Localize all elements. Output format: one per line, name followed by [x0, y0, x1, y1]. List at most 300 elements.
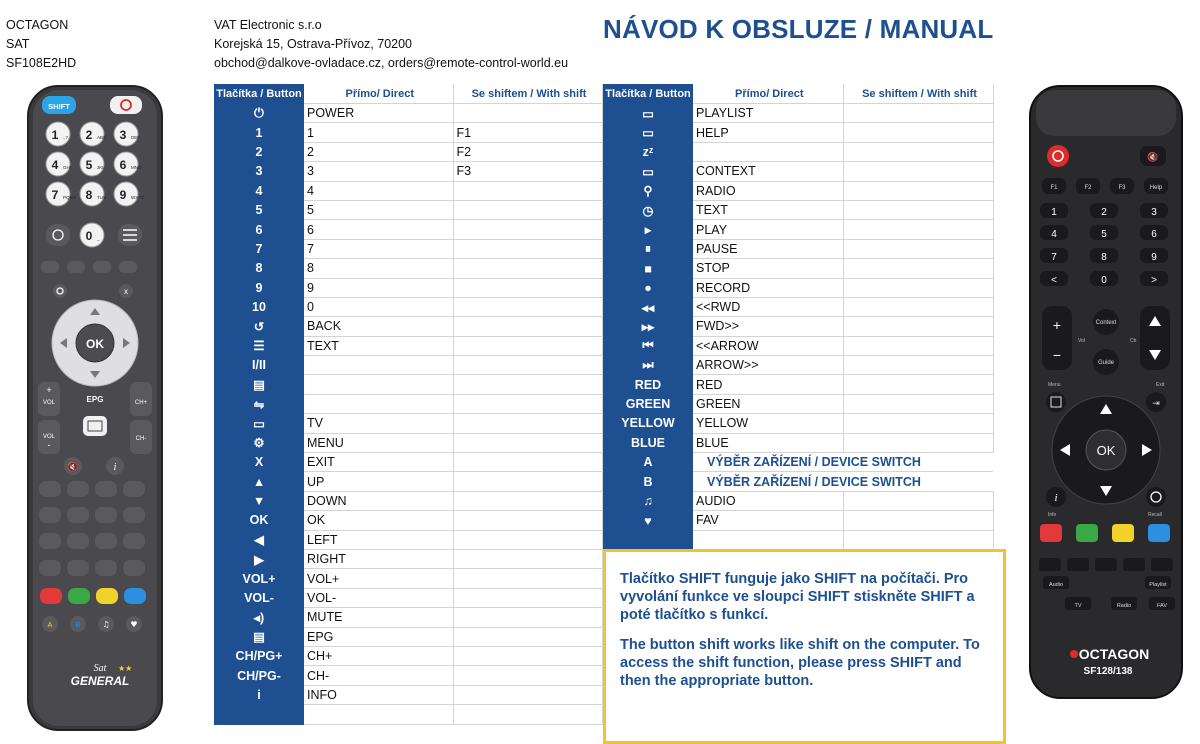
mute-icon: 🔇	[1147, 153, 1159, 163]
recall-button[interactable]	[1146, 487, 1166, 507]
digit-letters: GHI	[63, 165, 72, 170]
button-cell	[214, 394, 304, 413]
direct-cell: 4	[304, 181, 453, 200]
table-row	[214, 278, 602, 297]
svg-text:F3: F3	[1118, 185, 1126, 191]
shift-cell	[843, 530, 993, 549]
mute-button[interactable]	[1140, 146, 1166, 166]
table-row	[214, 491, 602, 510]
svg-text:Playlist: Playlist	[1149, 582, 1167, 588]
media-button[interactable]	[123, 560, 145, 576]
button-cell: I/II	[214, 356, 304, 375]
shift-cell	[453, 705, 602, 724]
button-cell	[603, 142, 693, 161]
media-button[interactable]	[95, 560, 117, 576]
shift-cell	[843, 317, 993, 336]
svg-text:0: 0	[1101, 275, 1107, 286]
button-cell: 1	[214, 123, 304, 142]
shift-cell	[453, 297, 602, 316]
button-cell: 10	[214, 297, 304, 316]
media-button[interactable]	[39, 507, 61, 523]
exit-button[interactable]	[1146, 392, 1166, 412]
table-row	[603, 414, 993, 433]
direct-cell: 6	[304, 220, 453, 239]
button-cell	[603, 511, 693, 530]
shift-cell	[453, 259, 602, 278]
audio-button[interactable]	[98, 616, 114, 632]
color-button[interactable]	[68, 588, 90, 604]
direct-cell: TV	[304, 414, 453, 433]
digit-button[interactable]	[1140, 203, 1168, 218]
clock-icon: ◷	[642, 203, 654, 218]
button-cell: 4	[214, 181, 304, 200]
button-cell: 3	[214, 162, 304, 181]
epg-icon: ▤	[253, 630, 265, 645]
shift-cell	[453, 394, 602, 413]
shift-cell	[843, 200, 993, 219]
direct-cell: VOL+	[304, 569, 453, 588]
svg-text:Radio: Radio	[1116, 603, 1132, 609]
vol-minus-button[interactable]	[38, 420, 60, 454]
direct-cell	[304, 375, 453, 394]
music-icon: ♫	[643, 494, 653, 509]
shift-note-box	[603, 549, 1006, 744]
direct-cell: FWD>>	[693, 317, 843, 336]
svg-text:GENERAL: GENERAL	[70, 674, 130, 688]
table-row	[214, 356, 602, 375]
direct-cell	[693, 142, 843, 161]
epg-guide-button[interactable]	[83, 416, 107, 436]
media-button[interactable]	[123, 481, 145, 497]
shift-cell	[453, 278, 602, 297]
svg-text:4: 4	[1051, 229, 1057, 240]
media-button[interactable]	[123, 507, 145, 523]
digit-button[interactable]	[1090, 248, 1118, 263]
ab-button[interactable]	[42, 616, 58, 632]
menu-lines-icon: ☰	[253, 339, 265, 354]
table-row	[214, 181, 602, 200]
digit-button[interactable]	[1140, 248, 1168, 263]
svg-text:−: −	[1052, 347, 1062, 363]
svg-text:Ch: Ch	[1130, 338, 1137, 344]
svg-text:TV: TV	[1074, 603, 1082, 609]
media-button[interactable]	[1067, 558, 1089, 571]
button-cell	[214, 549, 304, 568]
shift-cell	[843, 181, 993, 200]
button-cell: CH/PG-	[214, 666, 304, 685]
shift-cell	[453, 453, 602, 472]
svg-text:Audio: Audio	[1048, 582, 1064, 588]
table-row	[214, 530, 602, 549]
fkey-button[interactable]	[1042, 178, 1066, 194]
direct-cell: BACK	[304, 317, 453, 336]
button-cell	[603, 317, 693, 336]
direct-cell: UP	[304, 472, 453, 491]
svg-text:A: A	[47, 622, 53, 629]
pause-icon: ⏸	[644, 241, 652, 256]
close-icon: x	[124, 287, 128, 296]
menu-label: Menu	[1048, 382, 1061, 388]
button-cell: 9	[214, 278, 304, 297]
media-button[interactable]	[67, 507, 89, 523]
media-button[interactable]	[95, 533, 117, 549]
table-row	[603, 317, 993, 336]
direct-cell: 9	[304, 278, 453, 297]
table-row	[603, 394, 993, 413]
table-row	[603, 259, 993, 278]
media-button[interactable]	[1095, 558, 1117, 571]
button-cell: YELLOW	[603, 414, 693, 433]
info-button[interactable]	[1046, 487, 1066, 507]
digit-button[interactable]	[1040, 248, 1068, 263]
shift-cell	[843, 375, 993, 394]
bottom-button[interactable]	[1149, 597, 1175, 610]
digit-label: 8	[85, 188, 93, 202]
direct-cell: HELP	[693, 123, 843, 142]
direct-cell: PAUSE	[693, 239, 843, 258]
media-button[interactable]	[67, 533, 89, 549]
media-button[interactable]	[95, 481, 117, 497]
button-cell: A	[603, 453, 693, 472]
shift-cell	[843, 278, 993, 297]
media-button[interactable]	[39, 481, 61, 497]
digit-button[interactable]	[1040, 225, 1068, 240]
button-cell	[603, 356, 693, 375]
fkey-button[interactable]	[1144, 178, 1168, 194]
table-row	[214, 317, 602, 336]
table-row	[214, 394, 602, 413]
media-button[interactable]	[39, 533, 61, 549]
digit-label: 0	[85, 229, 93, 243]
vol-plus-button[interactable]	[38, 382, 60, 416]
table-row	[603, 356, 993, 375]
table-header-row	[603, 84, 993, 104]
media-button[interactable]	[123, 533, 145, 549]
prev-icon: ⏮	[642, 338, 654, 353]
shift-cell	[453, 472, 602, 491]
shift-cell	[453, 549, 602, 568]
direct-cell	[304, 705, 453, 724]
shift-cell: F3	[453, 162, 602, 181]
shift-button[interactable]	[42, 96, 76, 114]
right-icon: ▶	[254, 552, 264, 567]
header-shift: Se shiftem / With shift	[843, 84, 993, 104]
menu-gear-button[interactable]	[53, 284, 67, 298]
shift-cell	[453, 239, 602, 258]
button-cell: RED	[603, 375, 693, 394]
table-row	[214, 472, 602, 491]
direct-cell: <<ARROW	[693, 336, 843, 355]
table-row	[603, 181, 993, 200]
exit-label: Exit	[1156, 382, 1165, 388]
ok-button[interactable]	[1086, 430, 1126, 470]
media-button[interactable]	[1151, 558, 1173, 571]
menu-button[interactable]	[1046, 392, 1066, 412]
shift-cell	[453, 588, 602, 607]
digit-button[interactable]	[1140, 225, 1168, 240]
color-button[interactable]	[1076, 524, 1098, 542]
function-button[interactable]	[93, 261, 111, 273]
color-button[interactable]	[96, 588, 118, 604]
button-cell: X	[214, 453, 304, 472]
digit-label: 2	[85, 128, 93, 142]
table-row	[603, 142, 993, 161]
epg-label: EPG	[86, 395, 104, 404]
digit-button[interactable]	[1090, 271, 1118, 286]
svg-text:Guide: Guide	[1097, 360, 1115, 366]
header-direct: Přímo/ Direct	[693, 84, 843, 104]
direct-cell: 7	[304, 239, 453, 258]
brand-name: OCTAGON	[6, 18, 69, 32]
ab-button[interactable]	[70, 616, 86, 632]
table-row	[214, 608, 602, 627]
digit-button[interactable]	[46, 122, 70, 146]
table-row	[603, 220, 993, 239]
button-cell: VOL+	[214, 569, 304, 588]
shift-cell	[453, 104, 602, 123]
direct-cell: 8	[304, 259, 453, 278]
svg-text:★★: ★★	[118, 664, 133, 673]
sleep-icon: zᶻ	[642, 145, 654, 160]
digit-button[interactable]	[1090, 225, 1118, 240]
note-czech: Tlačítko SHIFT funguje jako SHIFT na počítači. Pro vyvolání funkce ve sloupci SHIFT stiskněte SHIFT a poté tlačítko s funkcí.	[620, 571, 975, 623]
digit-letters: TUV	[97, 195, 106, 200]
button-cell: BLUE	[603, 433, 693, 452]
table-row	[214, 433, 602, 452]
digit-button[interactable]	[80, 223, 104, 247]
ok-button[interactable]	[76, 324, 114, 362]
vol-label: VOL	[42, 400, 56, 406]
svg-text:F1: F1	[1050, 185, 1058, 191]
ok-label: OK	[86, 337, 104, 351]
direct-cell: BLUE	[693, 433, 843, 452]
header-button: Tlačítka / Button	[214, 84, 304, 104]
button-cell: CH/PG+	[214, 646, 304, 665]
exit-icon: ⇥	[1152, 399, 1160, 409]
company-name: VAT Electronic s.r.o	[214, 18, 322, 32]
svg-text:5: 5	[1101, 229, 1107, 240]
context-icon: ▭	[642, 164, 654, 179]
direct-cell: YELLOW	[693, 414, 843, 433]
record-icon: ●	[644, 281, 652, 296]
table-row	[214, 646, 602, 665]
direct-cell: 2	[304, 142, 453, 161]
table-row	[214, 142, 602, 161]
table-row	[214, 375, 602, 394]
button-cell: 5	[214, 200, 304, 219]
note-english: The button shift works like shift on the computer. To access the shift function, please press SHIFT and then the appropriate button.	[620, 637, 980, 689]
digit-button[interactable]	[1090, 203, 1118, 218]
shift-cell	[453, 375, 602, 394]
svg-text:Info: Info	[1048, 512, 1057, 518]
direct-cell: CH-	[304, 666, 453, 685]
button-cell: 8	[214, 259, 304, 278]
table-row	[214, 627, 602, 646]
button-cell	[214, 104, 304, 123]
svg-text:FAV: FAV	[1157, 603, 1167, 609]
power-button[interactable]	[110, 96, 142, 114]
table-row	[214, 239, 602, 258]
bottom-button[interactable]	[1145, 576, 1171, 589]
shift-cell	[453, 666, 602, 685]
svg-text:OCTAGON: OCTAGON	[1078, 646, 1150, 662]
bottom-button[interactable]	[1111, 597, 1137, 610]
remote-right-sf128	[1028, 84, 1184, 700]
context-button[interactable]	[1093, 309, 1119, 335]
header-company	[214, 16, 568, 73]
fav-button[interactable]	[126, 616, 142, 632]
power-button[interactable]	[1047, 145, 1069, 167]
direct-cell	[693, 530, 843, 549]
direct-cell: VOL-	[304, 588, 453, 607]
media-button[interactable]	[1039, 558, 1061, 571]
button-cell	[214, 317, 304, 336]
epg-button[interactable]	[82, 390, 108, 406]
function-button[interactable]	[119, 261, 137, 273]
color-button[interactable]	[124, 588, 146, 604]
shift-cell: F2	[453, 142, 602, 161]
bottom-button[interactable]	[1065, 597, 1091, 610]
table-row	[214, 666, 602, 685]
text-button[interactable]	[118, 224, 142, 246]
heart-icon: ♥	[644, 513, 652, 528]
direct-cell: LEFT	[304, 530, 453, 549]
svg-text:Help: Help	[1149, 185, 1163, 191]
digit-letters: PQRS	[63, 195, 76, 200]
digit-button[interactable]	[1040, 271, 1068, 286]
music-icon: ♫	[102, 620, 110, 629]
digit-label: 9	[119, 188, 127, 202]
guide-button[interactable]	[1093, 349, 1119, 375]
direct-cell: GREEN	[693, 394, 843, 413]
gear-icon: ⚙	[253, 436, 265, 451]
shift-cell	[843, 162, 993, 181]
table-row	[214, 297, 602, 316]
button-cell: GREEN	[603, 394, 693, 413]
color-button[interactable]	[40, 588, 62, 604]
table-row	[603, 200, 993, 219]
fkey-button[interactable]	[1110, 178, 1134, 194]
media-button[interactable]	[39, 560, 61, 576]
bottom-button[interactable]	[1043, 576, 1069, 589]
media-buttons	[1039, 558, 1173, 571]
svg-text:Vol: Vol	[1078, 338, 1085, 344]
shift-cell	[453, 608, 602, 627]
forward-icon: ▸▸	[641, 320, 655, 335]
shift-cell	[453, 627, 602, 646]
svg-text:7: 7	[1051, 252, 1057, 263]
playlist-icon: ▭	[642, 106, 654, 121]
shift-cell	[453, 356, 602, 375]
svg-text:CH-: CH-	[135, 436, 147, 442]
svg-text:CH+: CH+	[134, 400, 148, 406]
media-button[interactable]	[95, 507, 117, 523]
digit-letters: ABC	[97, 135, 107, 140]
table-row	[603, 162, 993, 181]
table-row	[603, 297, 993, 316]
direct-cell: PLAYLIST	[693, 104, 843, 123]
svg-text:Context: Context	[1095, 320, 1117, 326]
fkey-button[interactable]	[1076, 178, 1100, 194]
digit-letters: DEF	[131, 135, 140, 140]
direct-cell: RED	[693, 375, 843, 394]
shift-cell	[843, 336, 993, 355]
device-switch-cell: VÝBĚR ZAŘÍZENÍ / DEVICE SWITCH	[693, 453, 993, 472]
button-cell: 6	[214, 220, 304, 239]
digit-label: 3	[119, 128, 127, 142]
function-button[interactable]	[41, 261, 59, 273]
back-icon: ↺	[253, 320, 265, 335]
table-row	[214, 588, 602, 607]
color-button[interactable]	[1040, 524, 1062, 542]
digit-label: 6	[119, 158, 127, 172]
info-button[interactable]	[106, 457, 124, 475]
shift-cell	[843, 394, 993, 413]
rewind-icon: ◂◂	[641, 300, 655, 315]
table-row	[603, 472, 993, 491]
button-table-left	[214, 84, 603, 725]
shift-cell	[453, 511, 602, 530]
ch-minus-button[interactable]	[130, 420, 152, 454]
exit-button[interactable]	[119, 284, 133, 298]
svg-text:6: 6	[1151, 229, 1157, 240]
color-button[interactable]	[1112, 524, 1134, 542]
direct-cell: CH+	[304, 646, 453, 665]
button-cell	[214, 433, 304, 452]
button-cell	[214, 491, 304, 510]
mute-button[interactable]	[64, 457, 82, 475]
info-icon: i	[113, 462, 117, 473]
back-button[interactable]	[46, 224, 70, 246]
button-cell	[214, 627, 304, 646]
media-button[interactable]	[67, 481, 89, 497]
button-table-right	[603, 84, 994, 550]
button-cell: 2	[214, 142, 304, 161]
media-button[interactable]	[67, 560, 89, 576]
usb-icon: ⇋	[253, 397, 265, 412]
info-icon: i	[1054, 492, 1058, 504]
digit-button[interactable]	[1140, 271, 1168, 286]
shift-cell	[453, 569, 602, 588]
button-cell	[214, 705, 304, 724]
shift-cell: F1	[453, 123, 602, 142]
button-cell	[603, 336, 693, 355]
shift-cell	[843, 220, 993, 239]
digit-button[interactable]	[1040, 203, 1068, 218]
device-switch-cell: VÝBĚR ZAŘÍZENÍ / DEVICE SWITCH	[693, 472, 993, 491]
model-number: SF108E2HD	[6, 56, 77, 70]
media-button[interactable]	[1123, 558, 1145, 571]
mute-icon: ◂)	[253, 610, 265, 625]
color-button[interactable]	[1148, 524, 1170, 542]
shift-cell	[843, 356, 993, 375]
table-row	[603, 433, 993, 452]
button-cell: VOL-	[214, 588, 304, 607]
ch-plus-button[interactable]	[130, 382, 152, 416]
direct-cell: RADIO	[693, 181, 843, 200]
button-cell	[603, 162, 693, 181]
function-button[interactable]	[67, 261, 85, 273]
table-row	[603, 239, 993, 258]
table-row	[214, 511, 602, 530]
left-icon: ◀	[254, 533, 264, 548]
table-row	[214, 123, 602, 142]
shift-cell	[453, 530, 602, 549]
direct-cell: <<RWD	[693, 297, 843, 316]
stop-icon: ■	[644, 261, 652, 276]
direct-cell: PLAY	[693, 220, 843, 239]
button-cell	[603, 200, 693, 219]
